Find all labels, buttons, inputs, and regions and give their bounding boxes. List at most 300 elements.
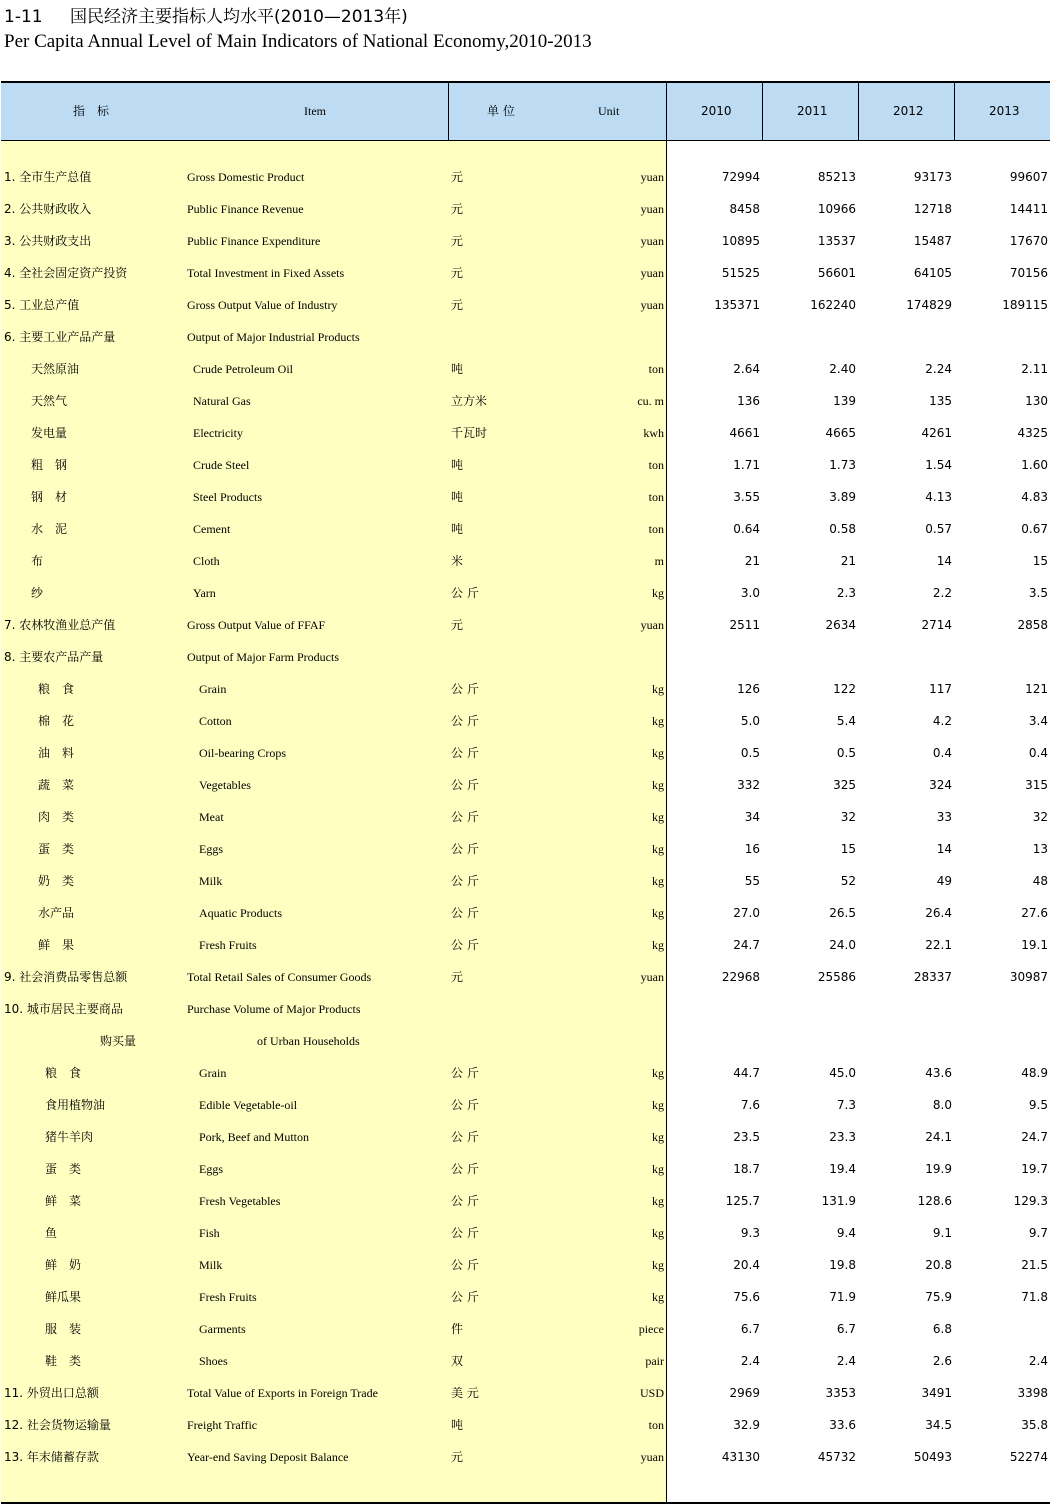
row-value-2013 <box>958 993 1048 1025</box>
row-value-2013: 121 <box>1025 682 1048 696</box>
row-item-en: Garments <box>199 1322 246 1336</box>
table-row <box>1 449 1050 481</box>
row-value-2012 <box>862 321 952 353</box>
row-value-2011: 122 <box>833 682 856 696</box>
row-unit-cn: 公 斤 <box>451 906 479 920</box>
row-unit-cn: 公 斤 <box>451 714 479 728</box>
row-item-en: Electricity <box>193 426 243 440</box>
row-indicator-cn: 10. 城市居民主要商品 <box>4 1002 123 1016</box>
row-unit-cn: 元 <box>451 298 464 312</box>
row-value-2010: 0.64 <box>733 522 760 536</box>
row-value-2011: 71.9 <box>829 1290 856 1304</box>
row-indicator-cn: 鲜 菜 <box>45 1194 82 1208</box>
row-value-2011: 56601 <box>817 266 856 280</box>
table-row <box>1 321 1050 353</box>
row-value-2010: 6.7 <box>740 1322 760 1336</box>
row-value-2010: 23.5 <box>733 1130 760 1144</box>
row-indicator-cn: 钢 材 <box>31 490 68 504</box>
row-unit-en: yuan <box>640 1450 664 1464</box>
row-value-2012: 22.1 <box>925 938 952 952</box>
table-row <box>1 673 1050 705</box>
table-row <box>1 993 1050 1025</box>
row-unit-cn: 元 <box>451 970 464 984</box>
row-unit-en: kg <box>652 874 664 888</box>
row-unit-cn: 美 元 <box>451 1386 479 1400</box>
row-unit-en: USD <box>639 1386 664 1400</box>
row-value-2012: 1.54 <box>925 458 952 472</box>
header-year-2013: 2013 <box>989 104 1020 118</box>
row-value-2010: 24.7 <box>733 938 760 952</box>
row-unit-en: kg <box>652 938 664 952</box>
row-value-2011: 15 <box>840 842 856 856</box>
row-unit-en: kg <box>652 746 664 760</box>
row-unit-en: kg <box>652 1066 664 1080</box>
table-row <box>1 225 1050 257</box>
row-unit-en: yuan <box>640 234 664 248</box>
row-value-2010 <box>670 321 760 353</box>
row-item-en: Public Finance Revenue <box>187 202 304 216</box>
row-item-en: Eggs <box>199 1162 223 1176</box>
row-value-2012: 174829 <box>906 298 952 312</box>
table-row <box>1 801 1050 833</box>
row-value-2011: 26.5 <box>829 906 856 920</box>
row-unit-en: kg <box>652 1130 664 1144</box>
row-indicator-cn: 5. 工业总产值 <box>4 298 80 312</box>
row-value-2011: 3353 <box>825 1386 856 1400</box>
row-value-2010: 0.5 <box>740 746 760 760</box>
row-unit-cn: 公 斤 <box>451 842 479 856</box>
row-unit-en: ton <box>648 522 664 536</box>
row-value-2012: 2714 <box>921 618 952 632</box>
row-indicator-cn: 8. 主要农产品产量 <box>4 650 104 664</box>
table-row <box>1 1057 1050 1089</box>
row-item-en: Meat <box>199 810 224 824</box>
row-value-2013: 2858 <box>1017 618 1048 632</box>
row-indicator-cn: 鲜瓜果 <box>45 1290 82 1304</box>
row-indicator-cn: 鲜 奶 <box>45 1258 82 1272</box>
row-unit-en: piece <box>638 1322 664 1336</box>
row-indicator-cn: 11. 外贸出口总额 <box>4 1386 99 1400</box>
row-value-2013: 32 <box>1032 810 1048 824</box>
row-item-en: Gross Output Value of Industry <box>187 298 338 312</box>
row-value-2012: 3491 <box>921 1386 952 1400</box>
row-value-2013: 27.6 <box>1021 906 1048 920</box>
header-divider <box>858 83 859 140</box>
row-unit-cn: 元 <box>451 170 464 184</box>
row-value-2012: 2.2 <box>932 586 952 600</box>
row-unit-cn: 元 <box>451 234 464 248</box>
row-value-2012: 8.0 <box>932 1098 952 1112</box>
row-unit-en <box>561 321 664 353</box>
row-value-2011: 0.5 <box>836 746 856 760</box>
row-value-2011: 6.7 <box>836 1322 856 1336</box>
row-item-en: Purchase Volume of Major Products <box>187 1002 361 1016</box>
table-row <box>1 1441 1050 1473</box>
row-value-2011: 85213 <box>817 170 856 184</box>
row-unit-en: kg <box>652 682 664 696</box>
table-row <box>1 289 1050 321</box>
table-row <box>1 577 1050 609</box>
row-unit-en <box>561 1025 664 1057</box>
row-value-2012: 28337 <box>913 970 952 984</box>
table-row <box>1 513 1050 545</box>
row-value-2010: 2.4 <box>740 1354 760 1368</box>
row-item-en: Grain <box>199 1066 227 1080</box>
row-value-2010 <box>670 1025 760 1057</box>
row-indicator-cn: 鱼 <box>45 1226 58 1240</box>
row-unit-cn: 公 斤 <box>451 874 479 888</box>
row-unit-cn: 公 斤 <box>451 1258 479 1272</box>
header-divider <box>954 83 955 140</box>
row-value-2013: 48 <box>1032 874 1048 888</box>
table-row <box>1 1089 1050 1121</box>
table-row <box>1 865 1050 897</box>
row-value-2010: 332 <box>737 778 760 792</box>
row-unit-cn: 公 斤 <box>451 938 479 952</box>
row-value-2010: 18.7 <box>733 1162 760 1176</box>
row-value-2011: 0.58 <box>829 522 856 536</box>
row-unit-en: kg <box>652 1258 664 1272</box>
row-value-2013: 13 <box>1032 842 1048 856</box>
row-unit-cn: 吨 <box>451 1418 464 1432</box>
row-unit-en: kg <box>652 714 664 728</box>
row-item-en: Gross Output Value of FFAF <box>187 618 326 632</box>
row-value-2012: 64105 <box>913 266 952 280</box>
row-unit-en: yuan <box>640 266 664 280</box>
row-unit-en: kg <box>652 1194 664 1208</box>
row-value-2010: 43130 <box>721 1450 760 1464</box>
header-year-2010: 2010 <box>701 104 732 118</box>
row-value-2012: 128.6 <box>917 1194 952 1208</box>
row-value-2013: 4325 <box>1017 426 1048 440</box>
row-value-2013: 15 <box>1032 554 1048 568</box>
row-value-2013: 71.8 <box>1021 1290 1048 1304</box>
table-number: 1-11 <box>4 7 43 27</box>
row-value-2010: 72994 <box>721 170 760 184</box>
row-value-2013: 17670 <box>1009 234 1048 248</box>
header-year-2012: 2012 <box>893 104 924 118</box>
row-value-2012: 14 <box>936 554 952 568</box>
row-value-2013: 129.3 <box>1013 1194 1048 1208</box>
row-indicator-cn: 3. 公共财政支出 <box>4 234 92 248</box>
row-unit-cn: 件 <box>451 1322 464 1336</box>
row-value-2011: 162240 <box>810 298 856 312</box>
row-unit-cn: 公 斤 <box>451 1290 479 1304</box>
row-item-en: Fresh Fruits <box>199 1290 257 1304</box>
row-indicator-cn: 棉 花 <box>38 714 75 728</box>
row-item-en: Natural Gas <box>193 394 251 408</box>
row-unit-cn: 元 <box>451 618 464 632</box>
row-unit-en: cu. m <box>637 394 664 408</box>
row-indicator-cn: 13. 年末储蓄存款 <box>4 1450 99 1464</box>
row-item-en: Milk <box>199 1258 223 1272</box>
row-unit-en: pair <box>645 1354 664 1368</box>
table-row <box>1 641 1050 673</box>
row-unit-en: kg <box>652 778 664 792</box>
table-row <box>1 545 1050 577</box>
row-value-2010: 55 <box>744 874 760 888</box>
table-row <box>1 193 1050 225</box>
row-item-en: Fish <box>199 1226 220 1240</box>
row-value-2013: 70156 <box>1009 266 1048 280</box>
row-item-en: Eggs <box>199 842 223 856</box>
row-value-2013: 189115 <box>1002 298 1048 312</box>
row-indicator-cn: 食用植物油 <box>45 1098 106 1112</box>
row-item-en: Crude Petroleum Oil <box>193 362 293 376</box>
row-item-en: Gross Domestic Product <box>187 170 305 184</box>
row-unit-en: kg <box>652 1098 664 1112</box>
row-value-2013: 4.83 <box>1021 490 1048 504</box>
row-item-en: Fresh Fruits <box>199 938 257 952</box>
row-value-2012: 93173 <box>913 170 952 184</box>
row-value-2012 <box>862 641 952 673</box>
row-value-2012: 135 <box>929 394 952 408</box>
row-unit-en: kg <box>652 842 664 856</box>
header-unit-cn: 单 位 <box>487 104 515 118</box>
row-value-2012: 14 <box>936 842 952 856</box>
row-value-2013: 35.8 <box>1021 1418 1048 1432</box>
row-value-2010: 1.71 <box>733 458 760 472</box>
row-indicator-cn: 油 料 <box>38 746 75 760</box>
header-divider <box>762 83 763 140</box>
row-value-2013: 99607 <box>1009 170 1048 184</box>
table-row <box>1 481 1050 513</box>
row-indicator-cn: 水产品 <box>38 906 75 920</box>
row-value-2010: 16 <box>744 842 760 856</box>
row-value-2012 <box>862 993 952 1025</box>
row-unit-en: kwh <box>643 426 664 440</box>
row-item-en: of Urban Households <box>257 1034 360 1048</box>
row-indicator-cn: 天然气 <box>31 394 68 408</box>
row-indicator-cn: 1. 全市生产总值 <box>4 170 92 184</box>
row-unit-cn: 公 斤 <box>451 810 479 824</box>
row-value-2010: 22968 <box>721 970 760 984</box>
table-row <box>1 353 1050 385</box>
row-item-en: Crude Steel <box>193 458 250 472</box>
row-value-2011: 24.0 <box>829 938 856 952</box>
row-value-2010 <box>670 641 760 673</box>
row-value-2013: 0.4 <box>1028 746 1048 760</box>
row-value-2011: 1.73 <box>829 458 856 472</box>
row-value-2011: 13537 <box>817 234 856 248</box>
row-unit-cn <box>451 993 521 1025</box>
row-value-2012: 324 <box>929 778 952 792</box>
row-unit-en: yuan <box>640 298 664 312</box>
row-value-2010: 21 <box>744 554 760 568</box>
row-unit-en: kg <box>652 810 664 824</box>
row-unit-cn: 吨 <box>451 490 464 504</box>
row-indicator-cn: 发电量 <box>31 426 68 440</box>
row-value-2013: 19.1 <box>1021 938 1048 952</box>
row-unit-en: kg <box>652 586 664 600</box>
row-value-2010: 4661 <box>729 426 760 440</box>
row-value-2012: 15487 <box>913 234 952 248</box>
row-unit-en: kg <box>652 1290 664 1304</box>
table-row <box>1 897 1050 929</box>
row-value-2011: 45732 <box>817 1450 856 1464</box>
row-unit-en: yuan <box>640 970 664 984</box>
row-value-2013: 9.5 <box>1028 1098 1048 1112</box>
row-value-2010: 20.4 <box>733 1258 760 1272</box>
table-row <box>1 1153 1050 1185</box>
table-row <box>1 417 1050 449</box>
row-indicator-cn: 奶 类 <box>38 874 75 888</box>
row-value-2010: 125.7 <box>725 1194 760 1208</box>
row-value-2013: 3398 <box>1017 1386 1048 1400</box>
row-item-en: Output of Major Industrial Products <box>187 330 360 344</box>
row-indicator-cn: 鞋 类 <box>45 1354 82 1368</box>
table-row <box>1 161 1050 193</box>
row-item-en: Yarn <box>193 586 216 600</box>
table-row <box>1 609 1050 641</box>
row-item-en: Cotton <box>199 714 232 728</box>
row-unit-cn: 公 斤 <box>451 682 479 696</box>
row-unit-cn: 元 <box>451 1450 464 1464</box>
row-value-2011: 21 <box>840 554 856 568</box>
row-indicator-cn: 9. 社会消费品零售总额 <box>4 970 128 984</box>
row-value-2012: 2.6 <box>932 1354 952 1368</box>
table-row <box>1 1121 1050 1153</box>
row-unit-cn: 千瓦时 <box>451 426 488 440</box>
row-indicator-cn: 蛋 类 <box>38 842 75 856</box>
row-unit-cn: 米 <box>451 554 464 568</box>
row-value-2010: 10895 <box>721 234 760 248</box>
row-unit-cn: 公 斤 <box>451 1226 479 1240</box>
row-value-2013 <box>958 1313 1048 1345</box>
row-item-en: Freight Traffic <box>187 1418 258 1432</box>
row-value-2012: 2.24 <box>925 362 952 376</box>
table-title-cn <box>4 4 408 30</box>
row-unit-cn: 公 斤 <box>451 778 479 792</box>
row-unit-cn: 吨 <box>451 458 464 472</box>
row-value-2012 <box>862 1025 952 1057</box>
row-value-2011: 2634 <box>825 618 856 632</box>
row-value-2011: 3.89 <box>829 490 856 504</box>
row-value-2010: 2511 <box>729 618 760 632</box>
row-value-2012: 0.57 <box>925 522 952 536</box>
row-value-2011: 52 <box>840 874 856 888</box>
table-row <box>1 1409 1050 1441</box>
table-row <box>1 1185 1050 1217</box>
table-row <box>1 833 1050 865</box>
row-item-en: Pork, Beef and Mutton <box>199 1130 309 1144</box>
row-value-2012: 9.1 <box>932 1226 952 1240</box>
row-indicator-cn: 蔬 菜 <box>38 778 75 792</box>
table-row <box>1 769 1050 801</box>
row-value-2010: 126 <box>737 682 760 696</box>
row-value-2012: 50493 <box>913 1450 952 1464</box>
row-value-2011 <box>766 641 856 673</box>
row-value-2010: 2969 <box>729 1386 760 1400</box>
table-row <box>1 961 1050 993</box>
row-value-2010: 3.55 <box>733 490 760 504</box>
row-value-2013: 130 <box>1025 394 1048 408</box>
row-indicator-cn: 6. 主要工业产品产量 <box>4 330 116 344</box>
row-value-2011: 19.8 <box>829 1258 856 1272</box>
row-value-2013: 2.11 <box>1021 362 1048 376</box>
row-value-2010: 34 <box>744 810 760 824</box>
row-value-2013: 24.7 <box>1021 1130 1048 1144</box>
row-value-2012: 4.13 <box>925 490 952 504</box>
table-row <box>1 257 1050 289</box>
table-row <box>1 1281 1050 1313</box>
row-value-2011: 33.6 <box>829 1418 856 1432</box>
row-value-2011: 10966 <box>817 202 856 216</box>
row-value-2011: 139 <box>833 394 856 408</box>
row-value-2013: 14411 <box>1009 202 1048 216</box>
row-item-en: Fresh Vegetables <box>199 1194 281 1208</box>
row-indicator-cn: 肉 类 <box>38 810 75 824</box>
row-value-2011: 45.0 <box>829 1066 856 1080</box>
row-value-2012: 49 <box>936 874 952 888</box>
table-row <box>1 1217 1050 1249</box>
row-value-2012: 43.6 <box>925 1066 952 1080</box>
row-indicator-cn: 鲜 果 <box>38 938 75 952</box>
row-indicator-cn: 粮 食 <box>45 1066 82 1080</box>
table-row <box>1 1377 1050 1409</box>
row-unit-en: yuan <box>640 618 664 632</box>
row-value-2013: 0.67 <box>1021 522 1048 536</box>
row-value-2013: 21.5 <box>1021 1258 1048 1272</box>
row-value-2010: 135371 <box>714 298 760 312</box>
row-unit-cn: 公 斤 <box>451 586 479 600</box>
row-value-2013: 3.5 <box>1028 586 1048 600</box>
table-body <box>1 161 1050 1473</box>
row-value-2011: 131.9 <box>821 1194 856 1208</box>
row-unit-en: ton <box>648 1418 664 1432</box>
row-unit-en: ton <box>648 458 664 472</box>
table-row <box>1 1249 1050 1281</box>
row-item-en: Oil-bearing Crops <box>199 746 286 760</box>
row-unit-en: yuan <box>640 170 664 184</box>
row-indicator-cn: 7. 农林牧渔业总产值 <box>4 618 116 632</box>
row-value-2012: 0.4 <box>932 746 952 760</box>
row-value-2010: 5.0 <box>740 714 760 728</box>
row-value-2012: 75.9 <box>925 1290 952 1304</box>
row-indicator-cn: 猪牛羊肉 <box>45 1130 94 1144</box>
table-row <box>1 1025 1050 1057</box>
row-indicator-cn: 粗 钢 <box>31 458 68 472</box>
row-value-2011: 19.4 <box>829 1162 856 1176</box>
row-value-2013 <box>958 641 1048 673</box>
row-value-2012: 4.2 <box>932 714 952 728</box>
row-unit-en <box>561 641 664 673</box>
row-value-2012: 20.8 <box>925 1258 952 1272</box>
data-table <box>1 81 1050 1504</box>
row-value-2012: 26.4 <box>925 906 952 920</box>
table-row <box>1 1345 1050 1377</box>
row-item-en: Total Value of Exports in Foreign Trade <box>187 1386 378 1400</box>
table-title-cn-text: 国民经济主要指标人均水平(2010—2013年) <box>70 7 408 27</box>
row-item-en: Public Finance Expenditure <box>187 234 321 248</box>
row-indicator-cn: 服 装 <box>45 1322 82 1336</box>
row-value-2013: 2.4 <box>1028 1354 1048 1368</box>
row-item-en: Steel Products <box>193 490 262 504</box>
table-header <box>1 83 1050 141</box>
row-item-en: Total Retail Sales of Consumer Goods <box>187 970 372 984</box>
row-unit-cn: 吨 <box>451 362 464 376</box>
row-unit-en: ton <box>648 490 664 504</box>
row-value-2011: 7.3 <box>836 1098 856 1112</box>
row-value-2011: 25586 <box>817 970 856 984</box>
row-indicator-cn: 粮 食 <box>38 682 75 696</box>
row-value-2012: 4261 <box>921 426 952 440</box>
row-unit-en: kg <box>652 1226 664 1240</box>
row-value-2012: 117 <box>929 682 952 696</box>
row-value-2010: 2.64 <box>733 362 760 376</box>
row-value-2011 <box>766 1025 856 1057</box>
row-unit-en <box>561 993 664 1025</box>
